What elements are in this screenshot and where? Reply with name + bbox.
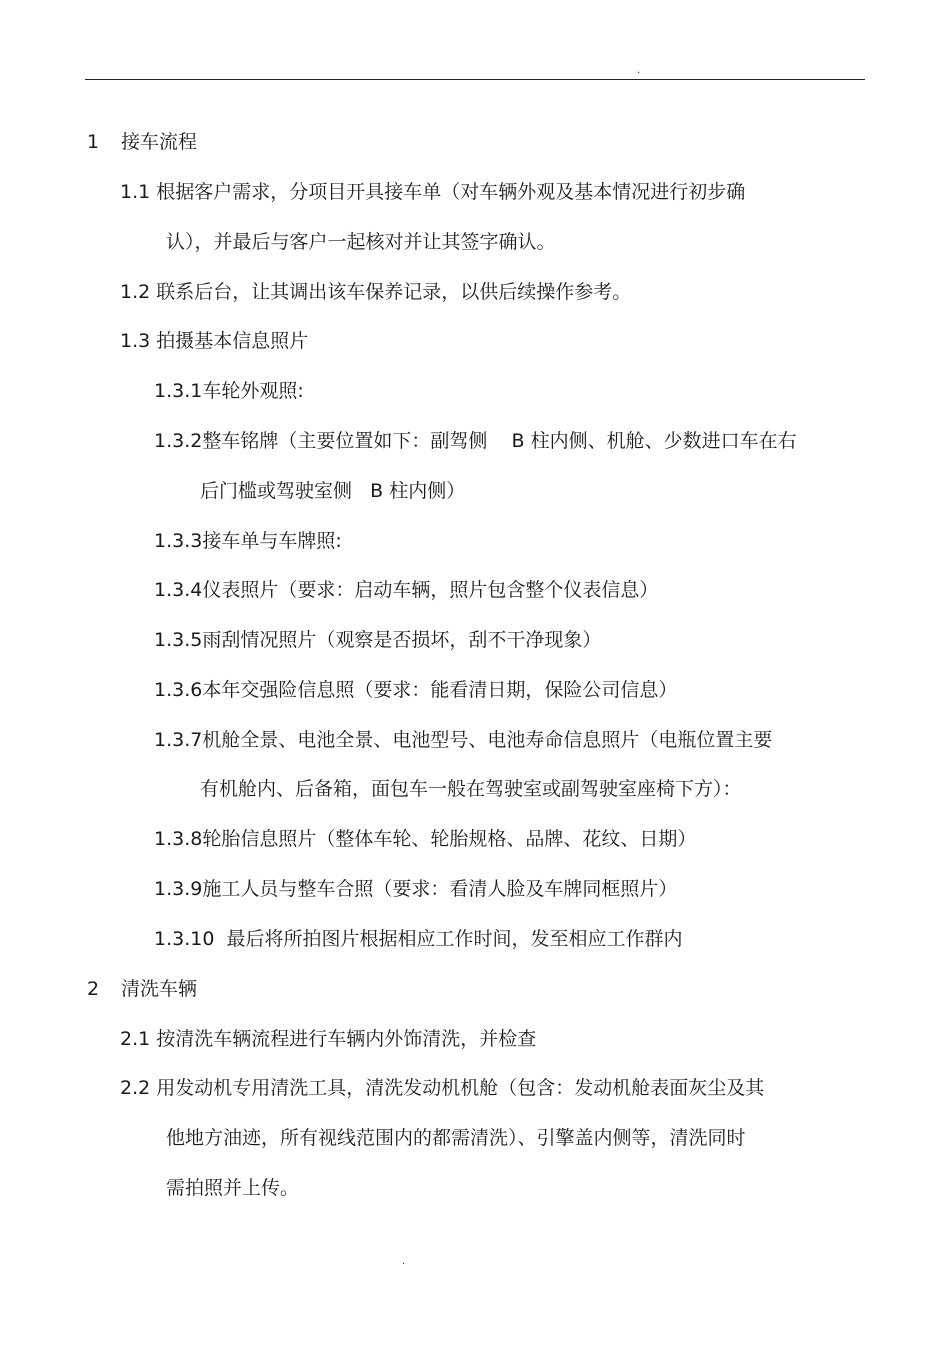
item-text: 轮胎信息照片（整体车轮、轮胎规格、品牌、花纹、日期） bbox=[202, 828, 697, 850]
item-text: 需拍照并上传。 bbox=[166, 1177, 300, 1199]
item-text: 施工人员与整车合照（要求：看清人脸及车牌同框照片） bbox=[202, 878, 678, 900]
header-rule bbox=[85, 79, 865, 80]
item-number: 1.3.2 bbox=[154, 430, 203, 452]
item-1-3-7-continued bbox=[200, 777, 742, 801]
item-text: 整车铭牌（主要位置如下：副驾侧 B 柱内侧、机舱、少数进口车在右 bbox=[202, 430, 797, 452]
item-1-3-8 bbox=[154, 827, 696, 851]
item-1-3-6 bbox=[154, 678, 677, 702]
item-text: 认），并最后与客户一起核对并让其签字确认。 bbox=[166, 231, 556, 253]
item-number: 1.3.9 bbox=[154, 878, 203, 900]
item-text: 他地方油迹，所有视线范围内的都需清洗）、引擎盖内侧等，清洗同时 bbox=[166, 1127, 746, 1149]
item-1-1 bbox=[120, 180, 745, 204]
item-number: 1.3.5 bbox=[154, 629, 203, 651]
item-text: 有机舱内、后备箱，面包车一般在驾驶室或副驾驶室座椅下方）： bbox=[200, 778, 742, 800]
item-number: 1.3 bbox=[120, 330, 151, 352]
item-text: 雨刮情况照片（观察是否损坏，刮不干净现象） bbox=[202, 629, 602, 651]
item-text: 机舱全景、电池全景、电池型号、电池寿命信息照片（电瓶位置主要 bbox=[202, 729, 773, 751]
item-number: 2.2 bbox=[120, 1077, 151, 1099]
item-1-3-2-continued bbox=[200, 479, 465, 503]
item-1-3-4 bbox=[154, 578, 658, 602]
section-number: 2 bbox=[87, 978, 100, 1000]
item-1-1-continued bbox=[166, 230, 556, 254]
item-text: 车轮外观照: bbox=[202, 380, 304, 402]
section-title: 接车流程 bbox=[121, 131, 198, 153]
item-number: 1.3.10 bbox=[154, 928, 215, 950]
section-title: 清洗车辆 bbox=[121, 978, 198, 1000]
item-text: 仪表照片（要求：启动车辆，照片包含整个仪表信息） bbox=[202, 579, 659, 601]
section-heading-2 bbox=[87, 977, 197, 1001]
section-heading-1 bbox=[87, 130, 197, 154]
item-1-3 bbox=[120, 329, 308, 353]
item-text: 根据客户需求，分项目开具接车单（对车辆外观及基本情况进行初步确 bbox=[150, 181, 746, 203]
item-number: 1.3.8 bbox=[154, 828, 203, 850]
item-2-1 bbox=[120, 1027, 536, 1051]
item-number: 1.3.4 bbox=[154, 579, 203, 601]
item-text: 联系后台，让其调出该车保养记录，以供后续操作参考。 bbox=[150, 281, 632, 303]
item-2-2-continued-2 bbox=[166, 1176, 299, 1200]
section-number: 1 bbox=[87, 131, 100, 153]
item-text: 最后将所拍图片根据相应工作时间，发至相应工作群内 bbox=[214, 928, 683, 950]
item-text: 拍摄基本信息照片 bbox=[150, 330, 309, 352]
item-number: 1.3.7 bbox=[154, 729, 203, 751]
footer-dot: . bbox=[402, 1256, 406, 1267]
header-dot: . bbox=[637, 65, 641, 76]
item-1-3-5 bbox=[154, 628, 601, 652]
item-text: 用发动机专用清洗工具，清洗发动机机舱（包含：发动机舱表面灰尘及其 bbox=[150, 1077, 765, 1099]
item-text: 按清洗车辆流程进行车辆内外饰清洗，并检查 bbox=[150, 1028, 537, 1050]
item-text: 接车单与车牌照: bbox=[202, 530, 342, 552]
item-1-3-10 bbox=[154, 927, 683, 951]
item-text: 后门槛或驾驶室侧 B 柱内侧） bbox=[200, 480, 466, 502]
item-number: 2.1 bbox=[120, 1028, 151, 1050]
item-number: 1.3.1 bbox=[154, 380, 203, 402]
item-1-2 bbox=[120, 280, 631, 304]
item-1-3-3 bbox=[154, 529, 342, 553]
item-2-2 bbox=[120, 1076, 764, 1100]
item-number: 1.3.6 bbox=[154, 679, 203, 701]
item-number: 1.1 bbox=[120, 181, 151, 203]
item-1-3-2 bbox=[154, 429, 797, 453]
item-1-3-7 bbox=[154, 728, 772, 752]
item-number: 1.2 bbox=[120, 281, 151, 303]
item-text: 本年交强险信息照（要求：能看清日期，保险公司信息） bbox=[202, 679, 678, 701]
item-1-3-9 bbox=[154, 877, 677, 901]
item-2-2-continued bbox=[166, 1126, 746, 1150]
item-1-3-1 bbox=[154, 379, 304, 403]
item-number: 1.3.3 bbox=[154, 530, 203, 552]
